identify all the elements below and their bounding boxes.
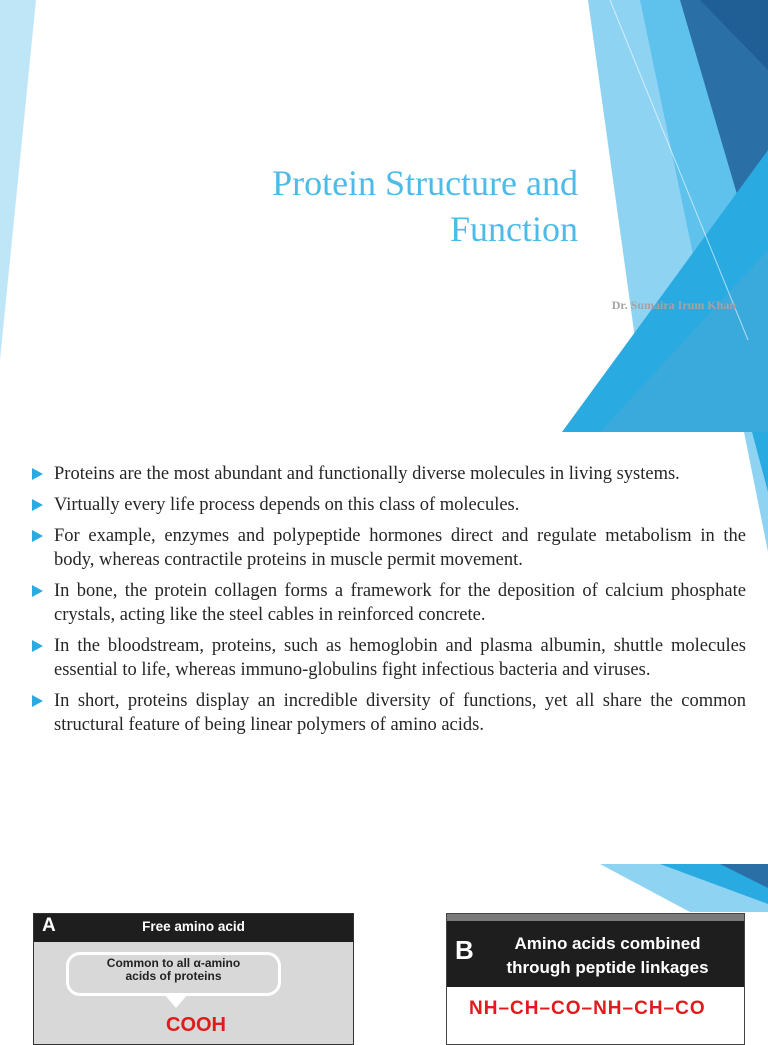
- bullet-item: [32, 689, 746, 737]
- figure-a-letter: A: [42, 915, 56, 936]
- bullet-text: In the bloodstream, proteins, such as hemoglobin and plasma albumin, shuttle molecules essential to life, whereas immuno-globulins fight infectious bacteria and viruses.: [54, 636, 746, 680]
- bullet-arrow-icon: [32, 499, 43, 511]
- peptide-linkage-figure: [446, 913, 745, 1045]
- title-slide: [0, 0, 768, 432]
- bullet-text: Proteins are the most abundant and functionally diverse molecules in living systems.: [54, 464, 680, 484]
- figure-b-top-bar: [447, 914, 744, 921]
- common-group-callout: [66, 952, 281, 996]
- figure-b-title: [481, 932, 734, 980]
- figure-a-header: [34, 914, 353, 942]
- figure-a-title: Free amino acid: [142, 919, 245, 934]
- bullet-text: Virtually every life process depends on this class of molecules.: [54, 495, 520, 515]
- bullet-arrow-icon: [32, 585, 43, 597]
- bullet-item: [32, 579, 746, 627]
- content-slide: [0, 432, 768, 864]
- bullet-arrow-icon: [32, 640, 43, 652]
- bullet-text: In bone, the protein collagen forms a framework for the deposition of calcium phosphate crystals, acting like the steel cables in reinforced concrete.: [54, 581, 746, 625]
- figure-b-title-line-1: Amino acids combined: [514, 934, 701, 953]
- callout-line-1: Common to all α-amino: [106, 956, 241, 970]
- bullet-arrow-icon: [32, 695, 43, 707]
- carboxyl-group-label: COOH: [166, 1014, 226, 1036]
- callout-line-2: acids of proteins: [125, 969, 222, 983]
- bullet-text: In short, proteins display an incredible diversity of functions, yet all share the common structural feature of being linear polymers of amino acids.: [54, 691, 746, 735]
- bullet-item: [32, 493, 746, 517]
- bullet-item: [32, 634, 746, 682]
- figure-b-header: [447, 921, 744, 987]
- diagram-slide: [0, 864, 768, 1036]
- figure-b-title-line-2: through peptide linkages: [506, 958, 709, 977]
- author-name: Dr. Sumaira Irum Khan: [611, 298, 736, 312]
- free-amino-acid-figure: [33, 913, 354, 1045]
- bullet-arrow-icon: [32, 530, 43, 542]
- down-arrow-icon: [164, 994, 188, 1008]
- title-line-2: Function: [449, 209, 578, 249]
- bullet-list: [32, 462, 746, 744]
- peptide-formula: NH–CH–CO–NH–CH–CO: [469, 998, 706, 1019]
- title-line-1: Protein Structure and: [272, 163, 578, 203]
- figure-b-letter: B: [455, 935, 474, 965]
- bullet-item: [32, 462, 746, 486]
- bullet-arrow-icon: [32, 468, 43, 480]
- bullet-text: For example, enzymes and polypeptide hormones direct and regulate metabolism in the body, whereas contractile proteins in muscle permit movement.: [54, 526, 746, 570]
- presentation-title: [58, 160, 578, 252]
- bullet-item: [32, 524, 746, 572]
